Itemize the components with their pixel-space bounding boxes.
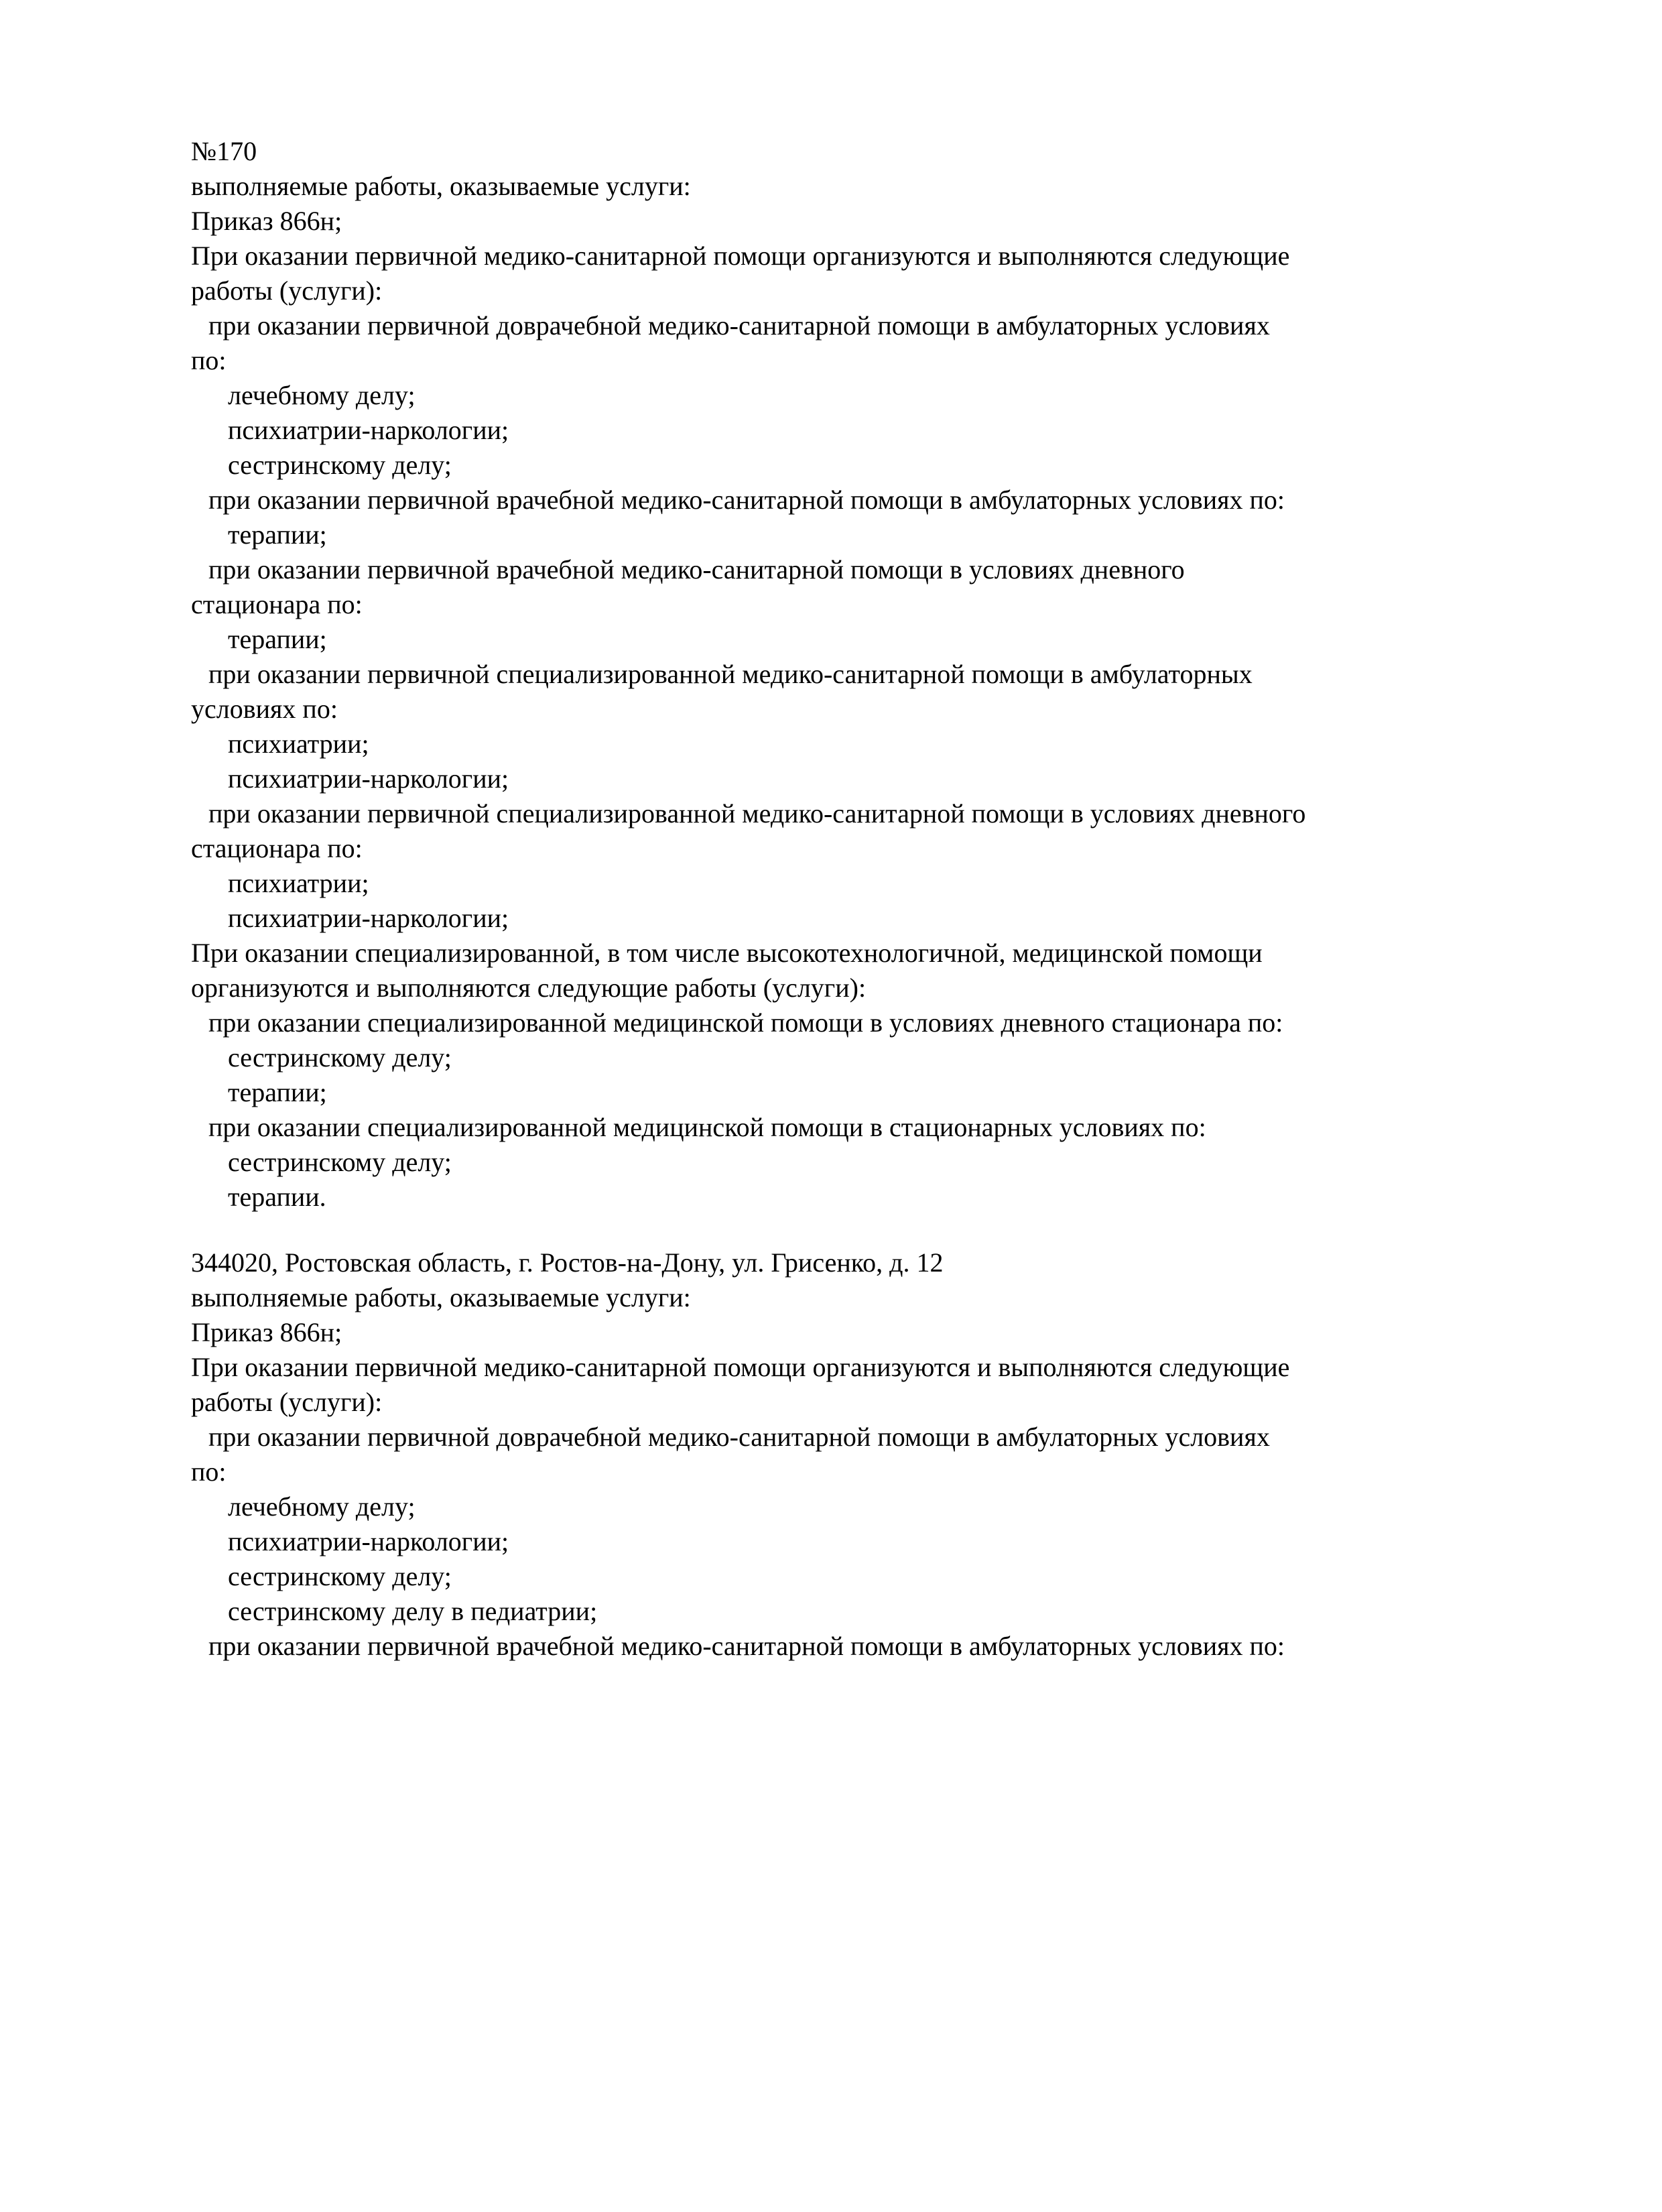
text-line: психиатрии-наркологии; [228,903,509,933]
text-line: при оказании первичной специализированной медико-санитарной помощи в условиях дневного [208,798,1306,828]
section-block-1 [191,169,1498,1215]
text-line: работы (услуги): [191,275,383,306]
text-line: сестринскому делу; [228,1561,452,1591]
text-line: Приказ 866н; [191,1317,342,1347]
text-line: по: [191,1457,227,1487]
text-line: При оказании первичной медико-санитарной помощи организуются и выполняются следующие [191,241,1290,271]
text-line: при оказании первичной доврачебной медико-санитарной помощи в амбулаторных условиях [208,1422,1270,1452]
text-line: выполняемые работы, оказываемые услуги: [191,1282,691,1312]
text-line: психиатрии; [228,729,369,759]
section-block-2 [191,1245,1498,1664]
text-line: работы (услуги): [191,1387,383,1417]
text-line: психиатрии; [228,868,369,898]
text-line: Приказ 866н; [191,206,342,236]
paragraph-spacer [191,1215,1498,1245]
text-line: психиатрии-наркологии; [228,763,509,794]
text-line: При оказании первичной медико-санитарной помощи организуются и выполняются следующие [191,1352,1290,1382]
text-line: При оказании специализированной, в том числе высокотехнологичной, медицинской помощи [191,938,1263,968]
text-line: терапии; [228,624,327,654]
text-line: при оказании первичной доврачебной медико-санитарной помощи в амбулаторных условиях [208,310,1270,341]
text-line: сестринскому делу; [228,1042,452,1072]
text-line: организуются и выполняются следующие работы (услуги): [191,973,867,1003]
text-line: при оказании специализированной медицинской помощи в стационарных условиях по: [208,1112,1206,1142]
text-line: стационара по: [191,589,363,619]
text-line: лечебному делу; [228,380,416,410]
text-line: сестринскому делу; [228,450,452,480]
text-line: психиатрии-наркологии; [228,415,509,445]
text-line: стационара по: [191,833,363,863]
text-line: психиатрии-наркологии; [228,1526,509,1556]
text-line: сестринскому делу; [228,1147,452,1177]
page-number-label: №170 [191,136,257,166]
document-body [191,134,1498,1664]
text-line: терапии; [228,519,327,550]
text-line: при оказании первичной врачебной медико-санитарной помощи в амбулаторных условиях по: [208,1631,1285,1661]
text-line: при оказании первичной специализированной медико-санитарной помощи в амбулаторных [208,659,1253,689]
text-line: при оказании первичной врачебной медико-санитарной помощи в амбулаторных условиях по: [208,485,1285,515]
text-line: лечебному делу; [228,1491,416,1522]
text-line: при оказании первичной врачебной медико-санитарной помощи в условиях дневного [208,554,1185,585]
text-line: при оказании специализированной медицинской помощи в условиях дневного стационара по: [208,1007,1283,1038]
text-line: выполняемые работы, оказываемые услуги: [191,171,691,201]
text-line: терапии. [228,1182,326,1212]
text-line: сестринскому делу в педиатрии; [228,1596,598,1626]
text-line: по: [191,345,227,375]
address-line: 344020, Ростовская область, г. Ростов-на-Дону, ул. Грисенко, д. 12 [191,1247,944,1278]
text-line: условиях по: [191,694,338,724]
text-line: терапии; [228,1077,327,1107]
